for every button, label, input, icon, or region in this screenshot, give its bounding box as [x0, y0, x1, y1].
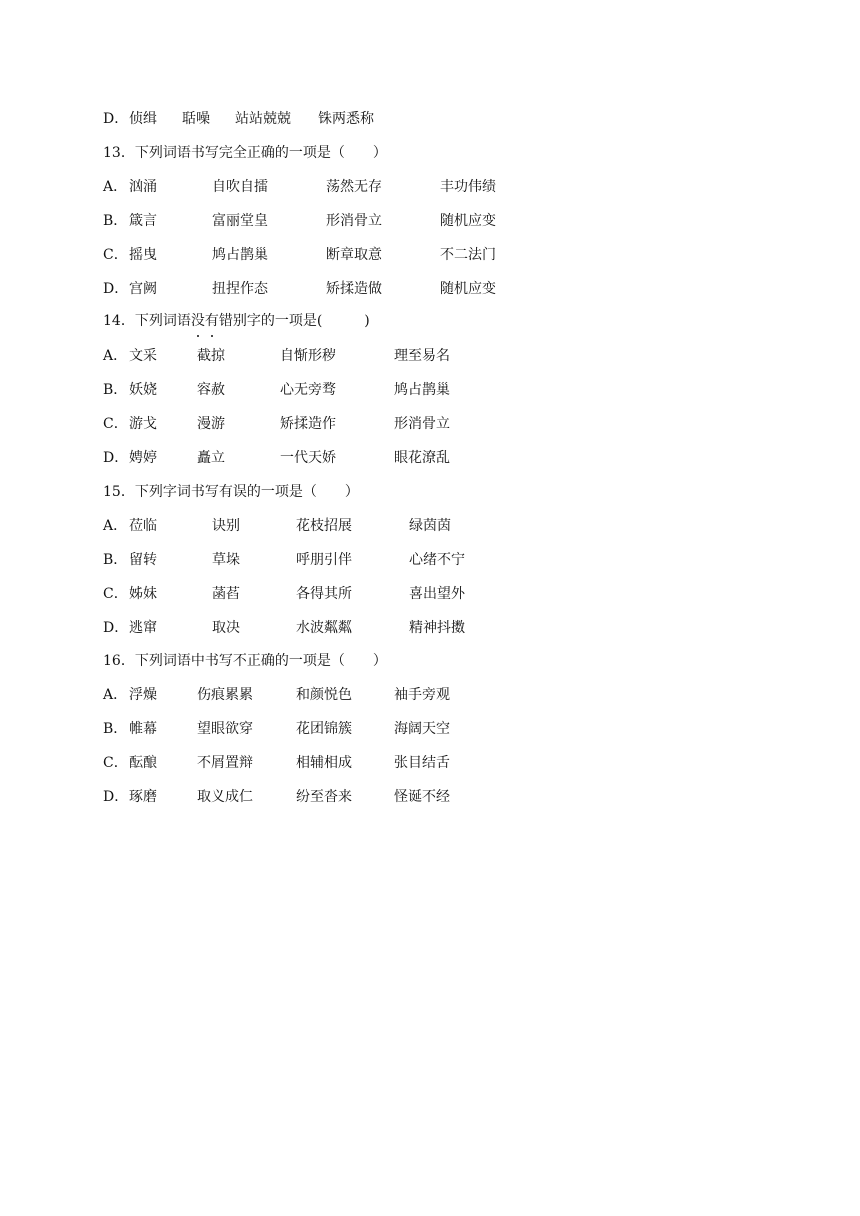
option-word: 游戈: [129, 416, 157, 432]
option-word: 荡然无存: [326, 179, 382, 195]
option-word: 草垛: [212, 552, 240, 568]
option-label: D．: [103, 450, 129, 466]
option-word: 心绪不宁: [409, 552, 465, 568]
option-word: 矗立: [197, 450, 225, 466]
option-label: A．: [103, 518, 128, 534]
option-word: 喜出望外: [409, 586, 465, 602]
option-word: 绿茵茵: [409, 518, 451, 534]
option-label: D．: [103, 111, 129, 127]
option-word: 形消骨立: [394, 416, 450, 432]
option-word: 呼朋引伴: [296, 552, 352, 568]
option-word: 摇曳: [129, 247, 157, 263]
option-label: A．: [103, 348, 128, 364]
option-word: 汹涌: [129, 179, 157, 195]
question-title: 15．下列字词书写有误的一项是（ ）: [103, 484, 359, 500]
option-label: C．: [103, 586, 128, 602]
option-word: 望眼欲穿: [197, 721, 253, 737]
option-word: 纷至沓来: [296, 789, 352, 805]
option-word: 理至易名: [394, 348, 450, 364]
option-word: 相辅相成: [296, 755, 352, 771]
option-label: A．: [103, 179, 128, 195]
option-word: 富丽堂皇: [212, 213, 268, 229]
option-word: 妖娆: [129, 382, 157, 398]
option-word: 取决: [212, 620, 240, 636]
option-label: B．: [103, 552, 128, 568]
option-label: B．: [103, 213, 128, 229]
option-word: 自吹自擂: [212, 179, 268, 195]
option-label: D．: [103, 281, 129, 297]
option-word: 诀别: [212, 518, 240, 534]
option-word: 逃窜: [129, 620, 157, 636]
option-word: 丰功伟绩: [440, 179, 496, 195]
option-word: 和颜悦色: [296, 687, 352, 703]
option-word: 鸠占鹊巢: [394, 382, 450, 398]
option-word: 留转: [129, 552, 157, 568]
option-word: 张目结舌: [394, 755, 450, 771]
option-word: 海阔天空: [394, 721, 450, 737]
option-word: 一代天娇: [280, 450, 336, 466]
option-word: 娉婷: [129, 450, 157, 466]
option-word: 聒噪: [182, 111, 210, 127]
option-word: 随机应变: [440, 213, 496, 229]
option-word: 怪诞不经: [394, 789, 450, 805]
question-title: 16．下列词语中书写不正确的一项是（ ）: [103, 653, 387, 669]
option-label: A．: [103, 687, 128, 703]
option-label: D．: [103, 789, 129, 805]
option-word: 箴言: [129, 213, 157, 229]
option-word: 随机应变: [440, 281, 496, 297]
option-word: 文采: [129, 348, 157, 364]
option-word: 矫揉造作: [280, 416, 336, 432]
option-word: 不屑置辩: [197, 755, 253, 771]
option-word: 帷幕: [129, 721, 157, 737]
option-word: 伤痕累累: [197, 687, 253, 703]
option-label: D．: [103, 620, 129, 636]
option-word: 浮燥: [129, 687, 157, 703]
option-word: 菡萏: [212, 586, 240, 602]
option-word: 鸠占鹊巢: [212, 247, 268, 263]
option-word: 不二法门: [440, 247, 496, 263]
option-word: 酝酿: [129, 755, 157, 771]
question-title: 13．下列词语书写完全正确的一项是（ ）: [103, 145, 387, 161]
question-title: [103, 311, 370, 331]
option-word: 自惭形秽: [280, 348, 336, 364]
option-word: 各得其所: [296, 586, 352, 602]
option-word: 矫揉造做: [326, 281, 382, 297]
emphasis-char: 有: [204, 313, 219, 329]
option-word: 莅临: [129, 518, 157, 534]
title-suffix: 错别字的一项是( ): [218, 313, 370, 329]
option-word: 扭捏作态: [212, 281, 268, 297]
option-word: 容赦: [197, 382, 225, 398]
option-word: 水波粼粼: [296, 620, 352, 636]
option-word: 形消骨立: [326, 213, 382, 229]
option-label: C．: [103, 416, 128, 432]
option-label: B．: [103, 721, 128, 737]
option-word: 花枝招展: [296, 518, 352, 534]
option-word: 眼花潦乱: [394, 450, 450, 466]
option-word: 宫阙: [129, 281, 157, 297]
option-label: C．: [103, 247, 128, 263]
option-word: 铢两悉称: [318, 111, 374, 127]
option-label: B．: [103, 382, 128, 398]
option-word: 琢磨: [129, 789, 157, 805]
option-word: 心无旁骛: [280, 382, 336, 398]
option-word: 漫游: [197, 416, 225, 432]
option-word: 侦缉: [129, 111, 157, 127]
option-word: 取义成仁: [197, 789, 253, 805]
option-word: 袖手旁观: [394, 687, 450, 703]
option-word: 站站兢兢: [235, 111, 291, 127]
option-word: 姊妹: [129, 586, 157, 602]
option-word: 花团锦簇: [296, 721, 352, 737]
option-label: C．: [103, 755, 128, 771]
title-prefix: 14．下列词语: [103, 313, 191, 329]
emphasis-char: 没: [190, 313, 205, 329]
option-word: 精神抖擞: [409, 620, 465, 636]
option-word: 截掠: [197, 348, 225, 364]
option-word: 断章取意: [326, 247, 382, 263]
